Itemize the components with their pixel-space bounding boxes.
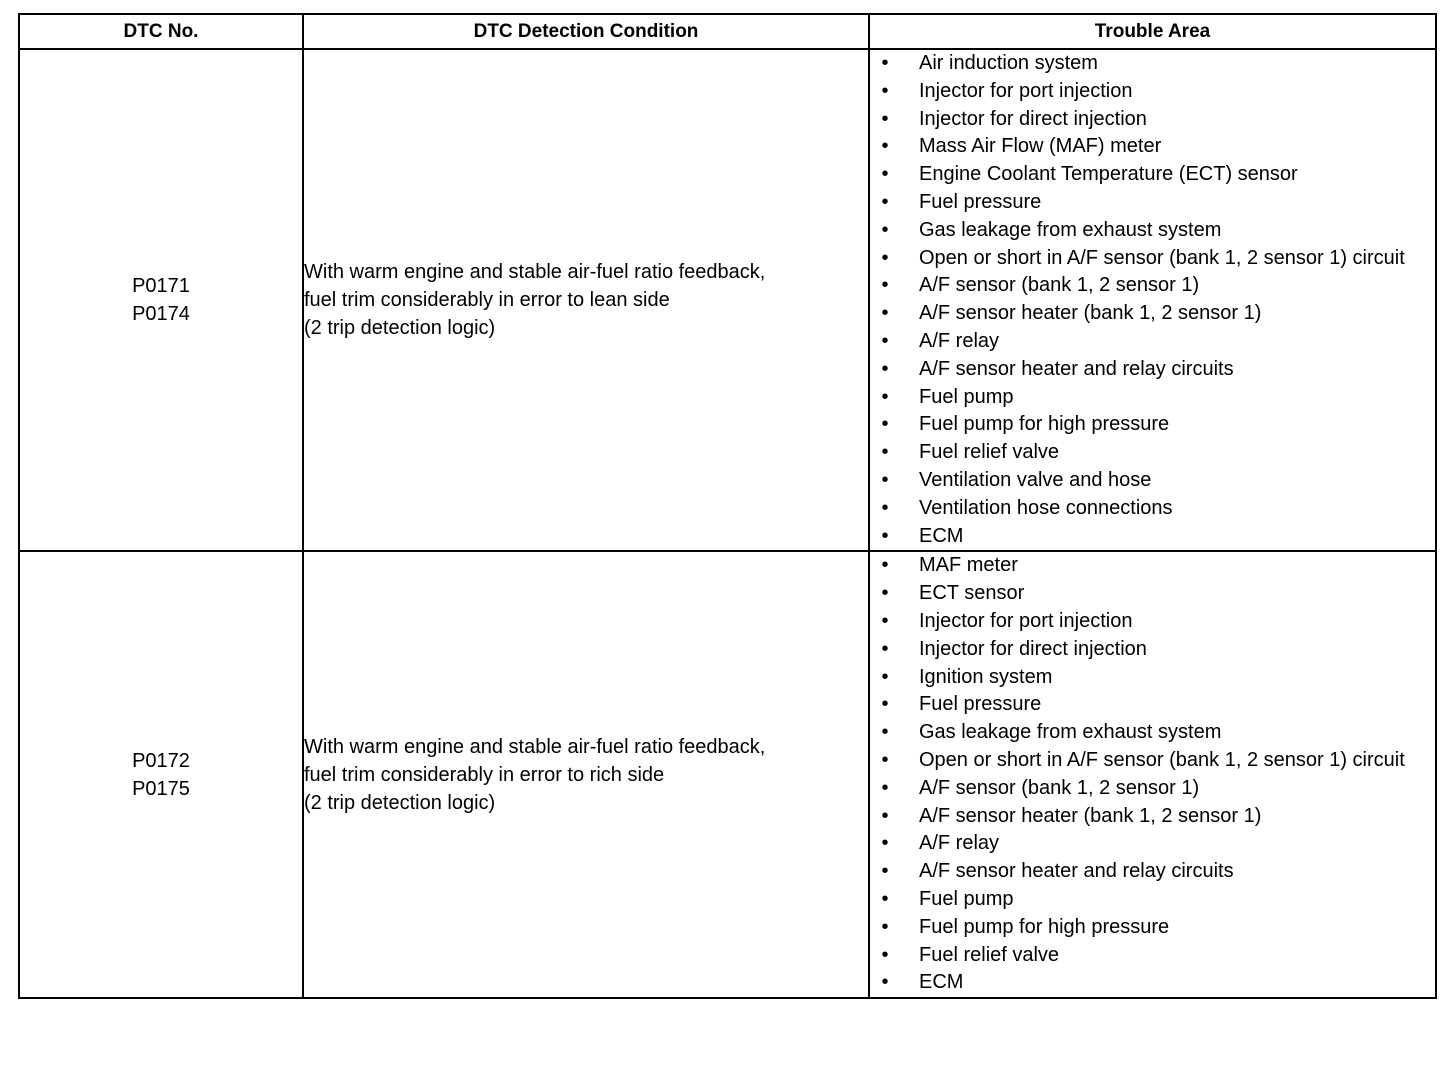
list-item (870, 608, 1435, 636)
dtc-code-cell (19, 49, 303, 551)
bullet-icon: • (881, 135, 889, 158)
list-item (870, 50, 1435, 78)
trouble-area-item: A/F relay (919, 329, 1000, 352)
trouble-area-item: Fuel pump (919, 887, 1014, 910)
list-item (870, 580, 1435, 608)
list-item (870, 719, 1435, 747)
trouble-area-item: ECT sensor (919, 582, 1025, 605)
bullet-icon: • (881, 582, 889, 605)
trouble-area-item: Fuel relief valve (919, 441, 1060, 464)
trouble-area-item: MAF meter (919, 554, 1018, 577)
dtc-table (18, 13, 1437, 999)
trouble-area-item: Gas leakage from exhaust system (919, 721, 1222, 744)
header-trouble-area: Trouble Area (869, 14, 1436, 49)
list-item (870, 942, 1435, 970)
bullet-icon: • (881, 524, 889, 547)
bullet-icon: • (881, 357, 889, 380)
trouble-area-item: Fuel pump (919, 385, 1014, 408)
trouble-area-item: Gas leakage from exhaust system (919, 218, 1222, 241)
bullet-icon: • (881, 52, 889, 74)
bullet-icon: • (881, 413, 889, 436)
trouble-area-item: ECM (919, 971, 964, 994)
list-item (870, 886, 1435, 914)
bullet-icon: • (881, 915, 889, 938)
detection-condition-line: (2 trip detection logic) (304, 791, 496, 814)
bullet-icon: • (881, 163, 889, 186)
list-item (870, 217, 1435, 245)
detection-condition-line: With warm engine and stable air-fuel ratio feedback, (304, 735, 766, 758)
list-item (870, 300, 1435, 328)
list-item (870, 78, 1435, 106)
trouble-area-item: Mass Air Flow (MAF) meter (919, 135, 1162, 158)
list-item (870, 411, 1435, 439)
list-item (870, 161, 1435, 189)
trouble-area-item: A/F sensor heater (bank 1, 2 sensor 1) (919, 302, 1262, 325)
trouble-area-item: Fuel pressure (919, 190, 1042, 213)
detection-condition-line: With warm engine and stable air-fuel ratio feedback, (304, 261, 766, 284)
trouble-area-item: Injector for port injection (919, 79, 1133, 102)
list-item (870, 775, 1435, 803)
trouble-area-item: ECM (919, 524, 964, 547)
header-dtc-no: DTC No. (19, 14, 303, 49)
trouble-area-item: Fuel pump for high pressure (919, 413, 1170, 436)
dtc-code: P0172 (132, 749, 190, 772)
list-item (870, 467, 1435, 495)
bullet-icon: • (881, 887, 889, 910)
trouble-area-cell (869, 551, 1436, 998)
trouble-area-item: Fuel pressure (919, 693, 1042, 716)
bullet-icon: • (881, 554, 889, 577)
dtc-code-cell (19, 551, 303, 998)
list-item (870, 245, 1435, 273)
bullet-icon: • (881, 748, 889, 771)
list-item (870, 914, 1435, 942)
trouble-area-item: Fuel relief valve (919, 943, 1060, 966)
detection-condition-cell (303, 551, 869, 998)
bullet-icon: • (881, 721, 889, 744)
trouble-area-list (870, 552, 1435, 997)
trouble-area-item: A/F relay (919, 832, 1000, 855)
bullet-icon: • (881, 385, 889, 408)
bullet-icon: • (881, 441, 889, 464)
table-body (19, 49, 1436, 998)
bullet-icon: • (881, 943, 889, 966)
bullet-icon: • (881, 190, 889, 213)
bullet-icon: • (881, 637, 889, 660)
bullet-icon: • (881, 776, 889, 799)
table-row (19, 551, 1436, 998)
bullet-icon: • (881, 218, 889, 241)
list-item (870, 272, 1435, 300)
list-item (870, 830, 1435, 858)
list-item (870, 858, 1435, 886)
bullet-icon: • (881, 246, 889, 269)
dtc-code: P0174 (132, 303, 190, 326)
trouble-area-item: Air induction system (919, 52, 1098, 74)
header-row (19, 14, 1436, 49)
bullet-icon: • (881, 274, 889, 297)
trouble-area-item: A/F sensor (bank 1, 2 sensor 1) (919, 776, 1200, 799)
detection-condition-line: (2 trip detection logic) (304, 317, 496, 340)
list-item (870, 552, 1435, 580)
trouble-area-item: Engine Coolant Temperature (ECT) sensor (919, 163, 1298, 186)
trouble-area-item: A/F sensor heater and relay circuits (919, 357, 1234, 380)
list-item (870, 106, 1435, 134)
detection-condition-line: fuel trim considerably in error to rich side (304, 763, 665, 786)
dtc-code: P0175 (132, 777, 190, 800)
trouble-area-item: Injector for port injection (919, 609, 1133, 632)
list-item (870, 636, 1435, 664)
trouble-area-item: Fuel pump for high pressure (919, 915, 1170, 938)
list-item (870, 691, 1435, 719)
trouble-area-item: Injector for direct injection (919, 637, 1147, 660)
trouble-area-cell (869, 49, 1436, 551)
list-item (870, 328, 1435, 356)
trouble-area-item: A/F sensor heater and relay circuits (919, 860, 1234, 883)
detection-condition-line: fuel trim considerably in error to lean side (304, 289, 670, 312)
list-item (870, 969, 1435, 997)
header-detection-condition: DTC Detection Condition (303, 14, 869, 49)
list-item (870, 133, 1435, 161)
bullet-icon: • (881, 832, 889, 855)
bullet-icon: • (881, 107, 889, 130)
trouble-area-item: Ignition system (919, 665, 1053, 688)
list-item (870, 189, 1435, 217)
bullet-icon: • (881, 804, 889, 827)
list-item (870, 439, 1435, 467)
trouble-area-item: Ventilation valve and hose (919, 468, 1152, 491)
table-row (19, 49, 1436, 551)
bullet-icon: • (881, 609, 889, 632)
list-item (870, 356, 1435, 384)
bullet-icon: • (881, 329, 889, 352)
bullet-icon: • (881, 971, 889, 994)
trouble-area-item: A/F sensor (bank 1, 2 sensor 1) (919, 274, 1200, 297)
trouble-area-item: Injector for direct injection (919, 107, 1147, 130)
trouble-area-item: A/F sensor heater (bank 1, 2 sensor 1) (919, 804, 1262, 827)
trouble-area-list (870, 50, 1435, 550)
bullet-icon: • (881, 693, 889, 716)
list-item (870, 803, 1435, 831)
bullet-icon: • (881, 79, 889, 102)
bullet-icon: • (881, 665, 889, 688)
list-item (870, 523, 1435, 551)
bullet-icon: • (881, 496, 889, 519)
list-item (870, 664, 1435, 692)
list-item (870, 747, 1435, 775)
trouble-area-item: Ventilation hose connections (919, 496, 1173, 519)
dtc-code: P0171 (132, 275, 190, 298)
list-item (870, 384, 1435, 412)
bullet-icon: • (881, 860, 889, 883)
bullet-icon: • (881, 468, 889, 491)
detection-condition-cell (303, 49, 869, 551)
trouble-area-item: Open or short in A/F sensor (bank 1, 2 sensor 1) circuit (919, 246, 1405, 269)
list-item (870, 495, 1435, 523)
trouble-area-item: Open or short in A/F sensor (bank 1, 2 sensor 1) circuit (919, 748, 1405, 771)
bullet-icon: • (881, 302, 889, 325)
